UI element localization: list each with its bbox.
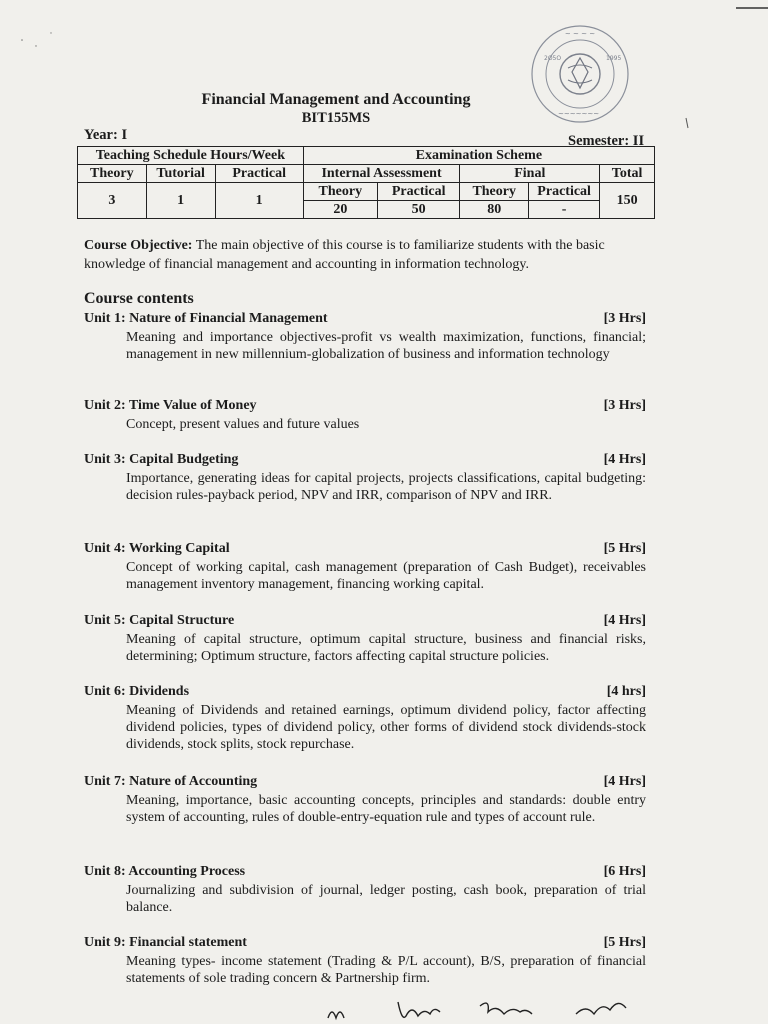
unit-5 (84, 613, 646, 665)
practical-value: 1 (215, 183, 303, 219)
unit-body: Journalizing and subdivision of journal, ledger posting, cash book, preparation of trial balance. (126, 883, 646, 915)
course-objective (84, 236, 650, 274)
final-practical-value: - (529, 201, 600, 219)
unit-body: Importance, generating ideas for capital projects, projects classifications, capital budgeting: decision rules-payback period, NPV and IRR, comparison of NPV and IRR. (126, 471, 646, 503)
unit-title: Unit 6: Dividends (84, 684, 190, 699)
unit-2 (84, 398, 646, 433)
unit-6 (84, 684, 646, 753)
ia-practical-header: Practical (377, 183, 459, 201)
theory-value: 3 (78, 183, 147, 219)
objective-label: Course Objective: (84, 238, 193, 253)
unit-4 (84, 541, 646, 593)
unit-body: Meaning types- income statement (Trading & P/L account), B/S, preparation of financial statements of sole trading concern & Partnership firm. (126, 954, 646, 986)
unit-title: Unit 8: Accounting Process (84, 864, 246, 879)
ia-theory-header: Theory (303, 183, 377, 201)
final-theory-value: 80 (460, 201, 529, 219)
total-header: Total (600, 165, 655, 183)
handwritten-signatures (320, 994, 660, 1024)
unit-title: Unit 7: Nature of Accounting (84, 774, 258, 789)
course-contents-heading: Course contents (84, 290, 194, 307)
ia-practical-value: 50 (377, 201, 459, 219)
unit-body: Meaning and importance objectives-profit vs wealth maximization, functions, financial; management in new millennium-globalization of business and information technology (126, 330, 646, 362)
unit-3 (84, 452, 646, 504)
unit-body: Concept of working capital, cash management (preparation of Cash Budget), receivables management inventory management, financing working capital. (126, 560, 646, 592)
semester-label: Semester: II (568, 133, 645, 149)
unit-hours: [4 hrs] (606, 684, 646, 699)
unit-title: Unit 9: Financial statement (84, 935, 247, 950)
unit-hours: [3 Hrs] (603, 398, 646, 413)
course-code: BIT155MS (301, 110, 371, 126)
total-value: 150 (600, 183, 655, 219)
final-practical-header: Practical (529, 183, 600, 201)
unit-hours: [3 Hrs] (603, 311, 646, 326)
year-label: Year: I (84, 127, 128, 143)
unit-hours: [4 Hrs] (603, 774, 646, 789)
unit-hours: [5 Hrs] (603, 935, 646, 950)
theory-header: Theory (78, 165, 147, 183)
practical-header: Practical (215, 165, 303, 183)
unit-body: Meaning, importance, basic accounting concepts, principles and standards: double entry system of accounting, rules of double-entry-equation rule and types of account rule. (126, 793, 646, 825)
unit-hours: [4 Hrs] (603, 613, 646, 628)
unit-8 (84, 864, 646, 916)
unit-7 (84, 774, 646, 826)
unit-title: Unit 3: Capital Budgeting (84, 452, 239, 467)
schedule-table (77, 146, 655, 219)
unit-body: Meaning of capital structure, optimum capital structure, business and financial risks, determining; Optimum structure, factors affecting capital structure policies. (126, 632, 646, 664)
unit-title: Unit 2: Time Value of Money (84, 398, 257, 413)
unit-hours: [4 Hrs] (603, 452, 646, 467)
unit-1 (84, 311, 646, 363)
unit-title: Unit 4: Working Capital (84, 541, 230, 556)
unit-body: Concept, present values and future values (126, 417, 360, 432)
course-title: Financial Management and Accounting (201, 91, 471, 108)
tutorial-value: 1 (146, 183, 215, 219)
final-header: Final (460, 165, 600, 183)
svg-text:~~~~~~~: ~~~~~~~ (558, 110, 600, 118)
svg-text:~ ~ ~ ~: ~ ~ ~ ~ (564, 30, 596, 38)
unit-title: Unit 5: Capital Structure (84, 613, 235, 628)
unit-9 (84, 935, 646, 987)
tutorial-header: Tutorial (146, 165, 215, 183)
unit-title: Unit 1: Nature of Financial Management (84, 311, 328, 326)
unit-hours: [5 Hrs] (603, 541, 646, 556)
unit-hours: [6 Hrs] (603, 864, 646, 879)
unit-body: Meaning of Dividends and retained earnings, optimum dividend policy, factor affecting dividend policies, types of dividend policy, other forms of dividend stock dividends-stock dividends, stock splits, stock repurchase. (126, 703, 646, 752)
examination-scheme-header: Examination Scheme (303, 147, 654, 165)
svg-text:1995: 1995 (606, 55, 622, 62)
internal-assessment-header: Internal Assessment (303, 165, 460, 183)
objective-text: The main objective of this course is to familiarize students with the basic knowledge of financial management and accounting in information technology. (84, 238, 605, 272)
svg-text:2O5O: 2O5O (544, 55, 562, 62)
teaching-schedule-header: Teaching Schedule Hours/Week (78, 147, 304, 165)
ia-theory-value: 20 (303, 201, 377, 219)
final-theory-header: Theory (460, 183, 529, 201)
